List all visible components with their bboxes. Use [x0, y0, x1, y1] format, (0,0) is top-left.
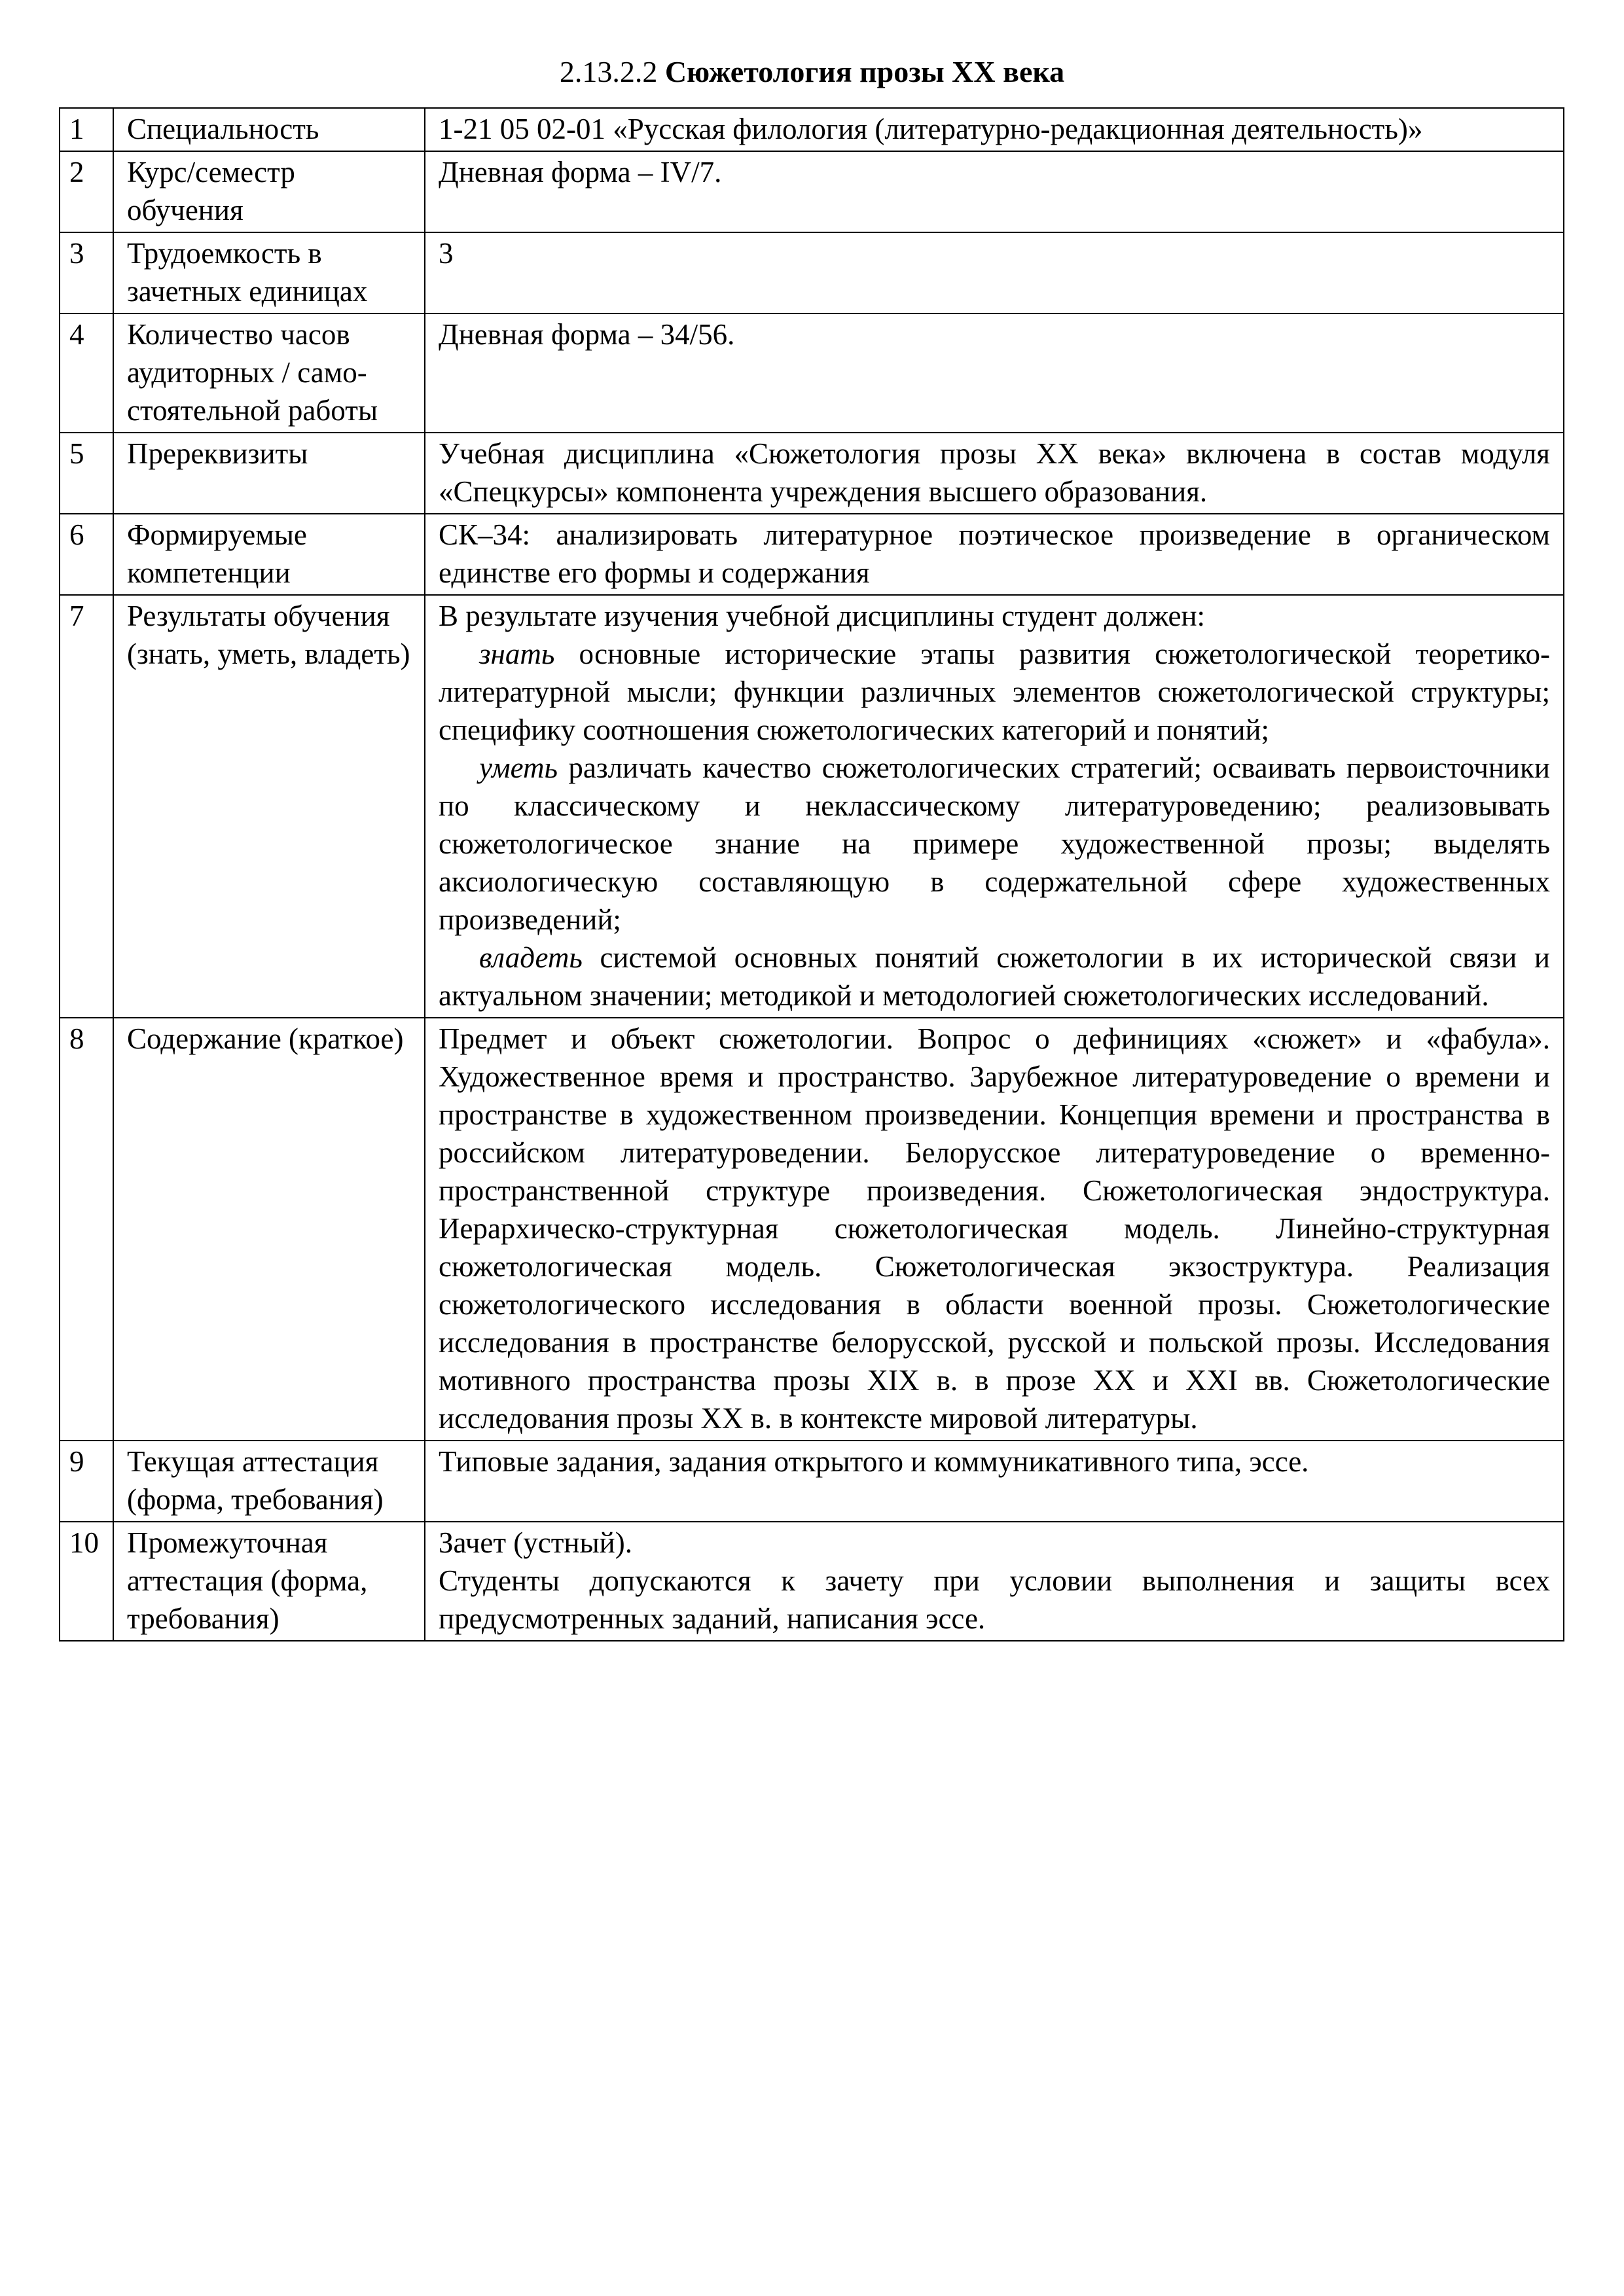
table-row	[60, 1522, 1564, 1641]
row-number: 6	[60, 514, 113, 595]
outcome-know-text: основные исторические этапы развития сюжетологической теоретико-литературной мысли; функции различных элементов сюжетологической структуры; специфику соотношения сюжетологических категорий и понятий;	[439, 637, 1550, 746]
outcome-can	[439, 749, 1550, 939]
row-number: 10	[60, 1522, 113, 1641]
row-value-final-assessment	[425, 1522, 1564, 1641]
row-label: Пререквизиты	[113, 433, 425, 514]
outcome-own	[439, 939, 1550, 1014]
course-spec-table	[59, 107, 1564, 1641]
row-number: 3	[60, 232, 113, 314]
document-title	[0, 54, 1624, 90]
row-value: 3	[425, 232, 1564, 314]
outcomes-intro: В результате изучения учебной дисциплины студент должен:	[439, 600, 1206, 632]
table-row	[60, 108, 1564, 151]
title-text: Сюжетология прозы ХХ века	[664, 55, 1065, 88]
outcome-know-keyword: знать	[479, 637, 555, 670]
row-label: Промежуточная аттестация (форма, требования)	[113, 1522, 425, 1641]
row-number: 7	[60, 595, 113, 1018]
row-number: 8	[60, 1018, 113, 1441]
table-row	[60, 595, 1564, 1018]
assessment-requirements: Студенты допускаются к зачету при условии выполнения и защиты всех предусмотренных заданий, написания эссе.	[439, 1564, 1550, 1635]
row-label: Формируемые компетенции	[113, 514, 425, 595]
outcome-own-text: системой основных понятий сюжетологии в их исторической связи и актуальном значении; методикой и методологией сюжетологических исследований.	[439, 941, 1550, 1012]
row-label: Специальность	[113, 108, 425, 151]
row-number: 4	[60, 314, 113, 433]
table-row	[60, 1018, 1564, 1441]
row-number: 9	[60, 1441, 113, 1522]
row-label: Результаты обучения (знать, уметь, владеть)	[113, 595, 425, 1018]
row-value: Дневная форма – IV/7.	[425, 151, 1564, 232]
row-value: 1-21 05 02-01 «Русская филология (литературно-редакционная деятельность)»	[425, 108, 1564, 151]
table-row	[60, 433, 1564, 514]
row-number: 5	[60, 433, 113, 514]
row-value: Предмет и объект сюжетологии. Вопрос о дефинициях «сюжет» и «фабула». Художественное время и пространство. Зарубежное литературоведение о времени и пространстве в художественном произведении. Концепция времени и пространства в российском литературоведении. Белорусское литературоведение о временно-пространственной структуре произведения. Сюжетологическая эндоструктура. Иерархическо-структурная сюжетологическая модель. Линейно-структурная сюжетологическая модель. Сюжетологическая экзоструктура. Реализация сюжетологического исследования в области военной прозы. Сюжетологические исследования в пространстве белорусской, русской и польской прозы. Исследования мотивного пространства прозы XIX в. в прозе XX и XXI вв. Сюжетологические исследования прозы XX в. в контексте мировой литературы.	[425, 1018, 1564, 1441]
row-label: Содержание (краткое)	[113, 1018, 425, 1441]
outcome-know	[439, 635, 1550, 749]
row-number: 1	[60, 108, 113, 151]
outcome-can-keyword: уметь	[479, 751, 558, 784]
row-value: СК–34: анализировать литературное поэтическое произведение в органическом единстве его формы и содержания	[425, 514, 1564, 595]
row-label: Количество часов аудиторных / само-стоятельной работы	[113, 314, 425, 433]
table-row	[60, 314, 1564, 433]
title-number: 2.13.2.2	[559, 55, 658, 88]
outcome-own-keyword: владеть	[479, 941, 583, 974]
row-value: Учебная дисциплина «Сюжетология прозы ХХ века» включена в состав модуля «Спецкурсы» компонента учреждения высшего образования.	[425, 433, 1564, 514]
row-label: Текущая аттестация (форма, требования)	[113, 1441, 425, 1522]
table-row	[60, 514, 1564, 595]
row-value-learning-outcomes	[425, 595, 1564, 1018]
assessment-form: Зачет (устный).	[439, 1526, 632, 1559]
row-label: Трудоемкость в зачетных единицах	[113, 232, 425, 314]
row-number: 2	[60, 151, 113, 232]
table-row	[60, 1441, 1564, 1522]
table-row	[60, 232, 1564, 314]
outcome-can-text: различать качество сюжетологических стратегий; осваивать первоисточники по классическому и неклассическому литературоведению; реализовывать сюжетологическое знание на примере художественной прозы; выделять аксиологическую составляющую в содержательной сфере художественных произведений;	[439, 751, 1550, 936]
row-label: Курс/семестр обучения	[113, 151, 425, 232]
row-value: Типовые задания, задания открытого и коммуникативного типа, эссе.	[425, 1441, 1564, 1522]
row-value: Дневная форма – 34/56.	[425, 314, 1564, 433]
table-row	[60, 151, 1564, 232]
